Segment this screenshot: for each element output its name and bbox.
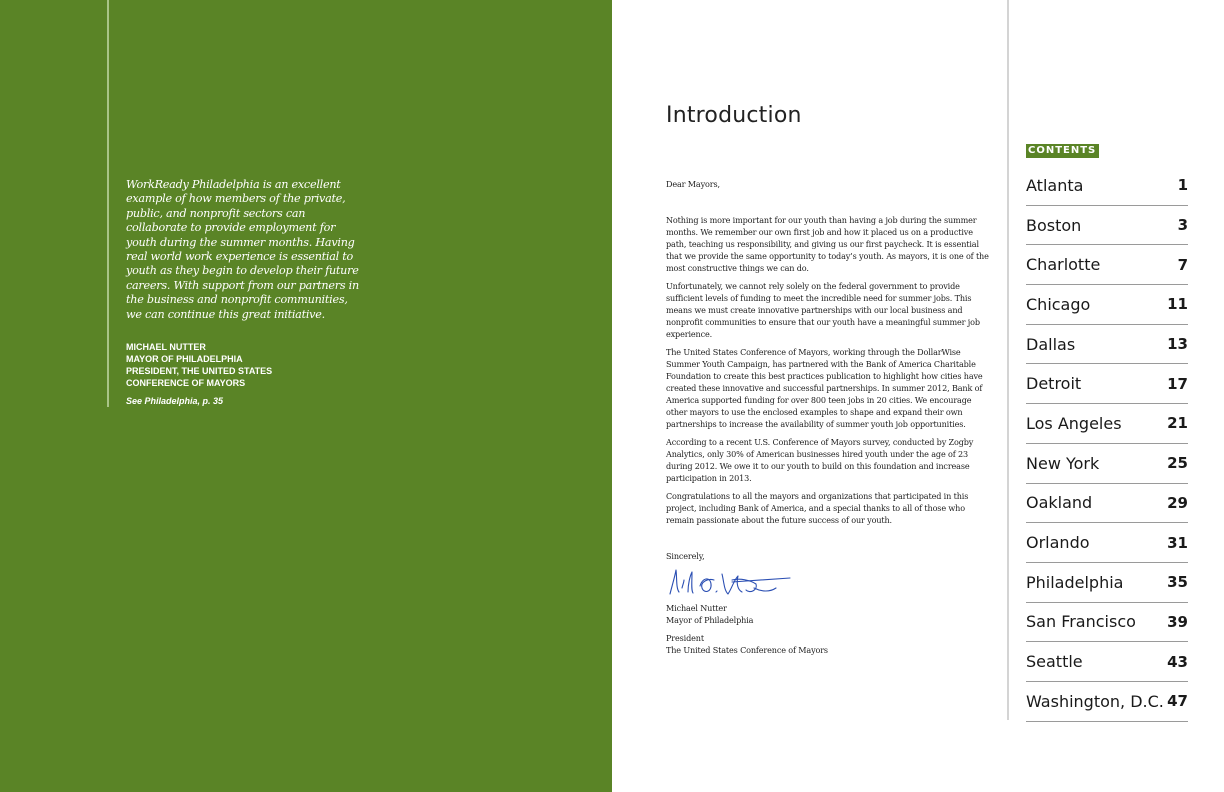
toc-city: Charlotte (1026, 255, 1101, 275)
org-name: The United States Conference of Mayors (666, 645, 828, 655)
toc-item[interactable] (1026, 444, 1188, 484)
toc-page: 11 (1167, 295, 1188, 314)
letter-paragraph: Nothing is more important for our youth than having a job during the summer months. We remember our own first job and how it placed us on a productive path, teaching us responsibility, and giving us our first paycheck. It is essential that we provide the same opportunity to today’s youth. As mayors, it is one of the most constructive things we can do. (666, 215, 989, 273)
signature (666, 566, 792, 602)
toc-page: 21 (1167, 414, 1188, 433)
toc-page: 13 (1167, 335, 1188, 354)
vertical-divider (107, 0, 109, 407)
toc-item[interactable] (1026, 404, 1188, 444)
pull-quote: WorkReady Philadelphia is an excellent example of how members of the private, public, and nonprofit sectors can collaborate to provide employment for youth during the summer months. Having real world work experience is essential to youth as they begin to develop their future careers. With support from our partners in the business and nonprofit communities, we can continue this great initiative. (126, 178, 359, 321)
toc-city: New York (1026, 453, 1100, 473)
toc-page: 43 (1167, 652, 1188, 671)
signer-block (666, 602, 992, 626)
toc-page: 39 (1167, 612, 1188, 631)
toc-city: Boston (1026, 215, 1082, 235)
toc-page: 35 (1167, 573, 1188, 592)
table-of-contents (1026, 166, 1188, 722)
toc-page: 17 (1167, 374, 1188, 393)
contents-label: CONTENTS (1026, 144, 1099, 158)
toc-city: Los Angeles (1026, 413, 1122, 433)
closing: Sincerely, (666, 551, 705, 561)
toc-item[interactable] (1026, 325, 1188, 365)
toc-city: Dallas (1026, 334, 1076, 354)
toc-page: 3 (1177, 216, 1188, 235)
toc-city: San Francisco (1026, 612, 1136, 632)
contents-divider (1007, 0, 1009, 720)
toc-city: Philadelphia (1026, 572, 1124, 592)
toc-item[interactable] (1026, 682, 1188, 722)
letter-paragraph: The United States Conference of Mayors, working through the DollarWise Summer Youth Campaign, has partnered with the Bank of America Charitable Foundation to create this best practices publication to highlight how cities have created these innovative and successful partnerships. In summer 2012, Bank of America supported funding for over 800 teen jobs in 20 cities. We encourage other mayors to use the enclosed examples to shape and expand their own partnerships to increase the availability of summer youth job opportunities. (666, 347, 983, 429)
attribution-name: MICHAEL NUTTER (126, 342, 206, 352)
intro-letter (666, 178, 992, 662)
org-role: President (666, 633, 704, 643)
toc-city: Chicago (1026, 294, 1091, 314)
toc-item[interactable] (1026, 364, 1188, 404)
toc-page: 29 (1167, 493, 1188, 512)
letter-paragraph: Unfortunately, we cannot rely solely on the federal government to provide sufficient levels of funding to meet the incredible need for summer jobs. This means we must create innovative partnerships with our local business and nonprofit communities to ensure that our youth have a meaningful summer job experience. (666, 281, 980, 339)
salutation: Dear Mayors, (666, 179, 720, 189)
toc-city: Seattle (1026, 652, 1083, 672)
toc-item[interactable] (1026, 245, 1188, 285)
toc-item[interactable] (1026, 166, 1188, 206)
letter-paragraph: According to a recent U.S. Conference of Mayors survey, conducted by Zogby Analytics, only 30% of American businesses hired youth under the age of 23 during 2012. We owe it to our youth to build on this foundation and increase participation in 2013. (666, 437, 974, 483)
toc-item[interactable] (1026, 603, 1188, 643)
toc-page: 1 (1177, 176, 1188, 195)
see-page-reference: See Philadelphia, p. 35 (126, 396, 224, 406)
attribution-title-1: MAYOR OF PHILADELPHIA (126, 354, 243, 364)
toc-item[interactable] (1026, 484, 1188, 524)
org-block (666, 632, 992, 656)
toc-city: Washington, D.C. (1026, 691, 1164, 711)
toc-item[interactable] (1026, 285, 1188, 325)
toc-item[interactable] (1026, 642, 1188, 682)
toc-item[interactable] (1026, 563, 1188, 603)
toc-page: 7 (1177, 255, 1188, 274)
toc-city: Oakland (1026, 493, 1093, 513)
toc-city: Atlanta (1026, 175, 1084, 195)
page-title: Introduction (666, 103, 802, 128)
toc-page: 25 (1167, 454, 1188, 473)
toc-item[interactable] (1026, 523, 1188, 563)
toc-city: Detroit (1026, 374, 1082, 394)
attribution-title-3: CONFERENCE OF MAYORS (126, 378, 246, 388)
toc-page: 47 (1167, 692, 1188, 711)
quote-attribution (126, 341, 376, 407)
attribution-title-2: PRESIDENT, THE UNITED STATES (126, 366, 273, 376)
toc-page: 31 (1167, 533, 1188, 552)
letter-paragraph: Congratulations to all the mayors and organizations that participated in this project, including Bank of America, and a special thanks to all of those who remain passionate about the future success of our youth. (666, 491, 969, 525)
toc-item[interactable] (1026, 206, 1188, 246)
signer-title: Mayor of Philadelphia (666, 615, 754, 625)
toc-city: Orlando (1026, 533, 1090, 553)
signer-name: Michael Nutter (666, 603, 727, 613)
